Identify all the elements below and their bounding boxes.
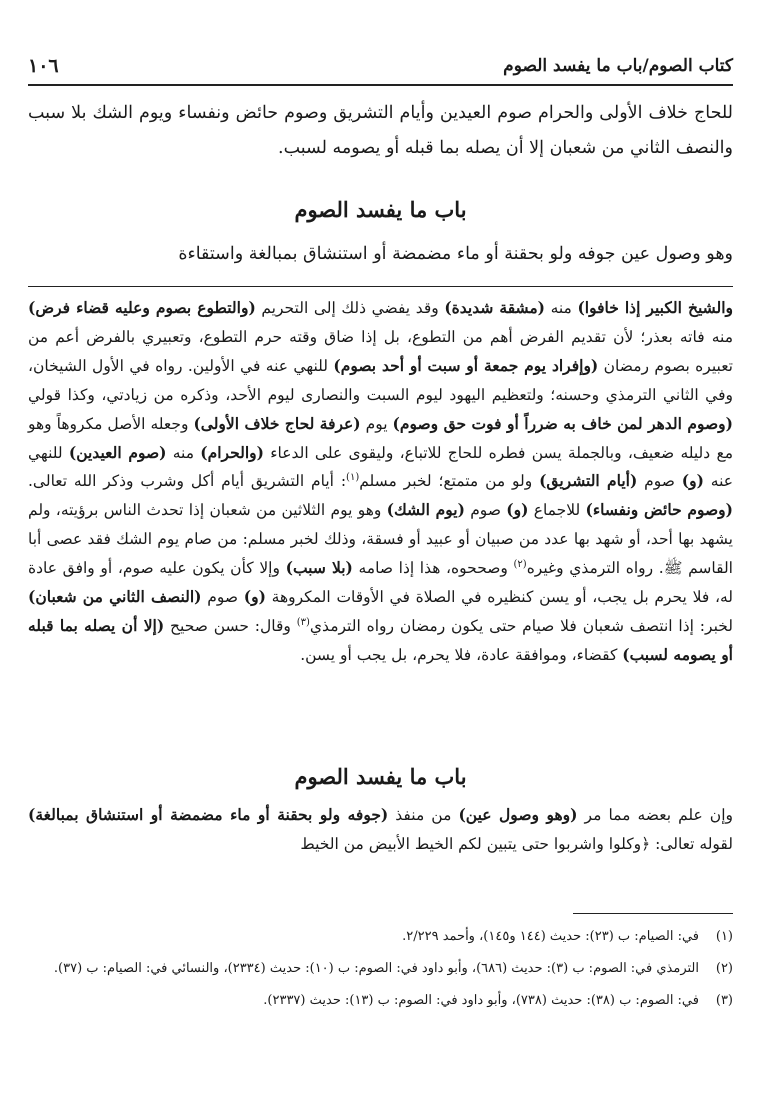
commentary-paragraph-chapter <box>28 800 733 859</box>
footnote-text: في: الصيام: ب (٢٣): حديث (١٤٤ و١٤٥)، وأحمد ٢/٢٢٩. <box>402 929 699 944</box>
page-number: ١٠٦ <box>28 55 59 77</box>
commentary-text: منه <box>545 299 578 317</box>
commentary-text: وجعله الأصل مكروهاً وهو مع دليله ضعيف، وبالجملة يسن فطره للحاج للاتباع، وليقوى على الدعاء <box>28 414 734 462</box>
footnote-text: الترمذي في: الصوم: ب (٣): حديث (٦٨٦)، وأبو داود في: الصوم: ب (١٠): حديث (٢٣٣٤)، والنسائي في: الصيام: ب (٣٧). <box>53 961 699 976</box>
commentary-bold: (والتطوع بصوم وعليه قضاء فرض) <box>28 298 256 317</box>
commentary-text: صوم <box>637 472 682 491</box>
commentary-bold: (وهو وصول عين) <box>458 805 578 824</box>
chapter-title-commentary: باب ما يفسد الصوم <box>294 764 467 789</box>
commentary-text: يوم <box>360 414 393 433</box>
commentary-bold: (و) <box>243 587 266 607</box>
commentary-bold: (أيام التشريق) <box>539 471 638 491</box>
commentary-bold: (يوم الشك) <box>386 500 465 520</box>
footnotes <box>28 924 733 1020</box>
commentary-bold: (إلا أن يصله بما قبله أو يصومه لسبب) <box>28 615 733 664</box>
matn-chapter-opening: وهو وصول عين جوفه ولو بحقنة أو ماء مضمضة أو استنشاق بمبالغة واستقاءة <box>178 244 733 264</box>
commentary-text: صوم <box>464 501 507 520</box>
commentary-text: وإلا كأن يكون عليه صوم، أو وافق عادة له، فلا يحرم بل يجب، أو يسن كنظيره في الصلاة في الأوقات المكروهة <box>28 559 734 607</box>
matn-paragraph-top: للحاج خلاف الأولى والحرام صوم العيدين وأيام التشريق وصوم حائض ونفساء ويوم الشك بلا سبب والنصف الثاني من شعبان إلا أن يصله بما قبله أو يصومه لسبب. <box>28 103 733 158</box>
footnote-number: (٢) <box>715 961 733 976</box>
commentary-bold: (بلا سبب) <box>285 558 353 578</box>
footnote <box>28 924 733 949</box>
commentary-bold: (وصوم حائض ونفساء) <box>585 500 734 520</box>
commentary-text: لخبر: إذا انتصف شعبان فلا صيام حتى يكون رمضان رواه الترمذي <box>309 616 733 635</box>
commentary-text: للنهي عنه <box>28 443 734 491</box>
running-header <box>28 52 733 80</box>
footnote-number: (٣) <box>715 993 733 1008</box>
footnote-number: (١) <box>715 929 733 944</box>
commentary-text: منه فاته بعذر؛ لأن تقديم الفرض أهم من التطوع، بل إذا ضاق وقته حرم التطوع، وتعبيري بالفرض أعم من تعبيره بصوم رمضان <box>28 327 733 375</box>
commentary-text: صوم <box>201 588 244 607</box>
footnote <box>28 956 733 981</box>
commentary-text: ولو من متمتع؛ لخبر مسلم <box>359 472 540 491</box>
commentary-text: وقد يفضي ذلك إلى التحريم <box>255 299 445 317</box>
commentary-text: : أيام التشريق أيام أكل وشرب وذكر الله تعالى. <box>28 472 347 491</box>
commentary-text: للاجماع <box>528 501 586 520</box>
footnote-reference[interactable]: (٣) <box>296 616 310 628</box>
commentary-bold: والشيخ الكبير إذا خافوا) <box>577 298 733 317</box>
header-divider <box>28 84 733 86</box>
footnote-reference[interactable]: (١) <box>346 472 360 484</box>
commentary-bold: (و) <box>506 500 529 520</box>
commentary-text: وقال: حسن صحيح <box>164 616 297 635</box>
running-title: كتاب الصوم/باب ما يفسد الصوم <box>503 56 733 76</box>
commentary-text: من منفذ <box>388 806 459 824</box>
commentary-bold: (عرفة لحاج خلاف الأولى) <box>193 413 361 433</box>
chapter-title: باب ما يفسد الصوم <box>294 197 467 222</box>
book-page <box>28 0 733 1097</box>
footnote <box>28 988 733 1013</box>
commentary-bold: (وإفراد يوم جمعة أو سبت أو أحد بصوم) <box>333 355 599 375</box>
commentary-bold: (والحرام) <box>200 442 264 462</box>
commentary-text: وصححوه، هذا إذا صامه <box>352 559 514 578</box>
commentary-text: وهو يوم الثلاثين من شعبان إذا تحدث الناس برؤيته، ولم يشهد بها أحد، أو شهد بها عدد من صبيان أو عبيد أو فسقة، وذلك لخبر مسلم: من صام يوم الشك فقد عصى أبا القاسم ﷺ. رواه الترمذي وغيره <box>28 501 733 578</box>
commentary-bold: (النصف الثاني من شعبان) <box>28 587 202 607</box>
commentary-paragraph <box>28 294 733 670</box>
matn-commentary-divider <box>28 286 733 287</box>
commentary-text: لقوله تعالى: ﴿وكلوا واشربوا حتى يتبين لكم الخيط الأبيض من الخيط <box>300 835 733 853</box>
commentary-bold: (جوفه ولو بحقنة أو ماء مضمضة أو استنشاق بمبالغة) <box>28 805 389 824</box>
commentary-bold: (صوم العيدين) <box>68 442 167 462</box>
commentary-text: للنهي عنه في الأولين. رواه في الأول الشيخان، وفي الثاني الترمذي وحسنه؛ ولتعظيم اليهود ليوم السبت والنصارى ليوم الأحد، وذكره من زيادتي، وكذا قولي <box>28 356 733 404</box>
footnote-reference[interactable]: (٢) <box>513 559 527 570</box>
commentary-text: وإن علم بعضه مما مر <box>577 806 733 824</box>
commentary-bold: (مشقة شديدة) <box>444 298 545 317</box>
footnote-text: في: الصوم: ب (٣٨): حديث (٧٣٨)، وأبو داود في: الصوم: ب (١٣): حديث (٢٣٣٧). <box>263 993 699 1008</box>
commentary-bold: (وصوم الدهر لمن خاف به ضرراً أو فوت حق وصوم) <box>392 413 734 433</box>
footnote-separator <box>573 913 733 914</box>
commentary-text: كقضاء، وموافقة عادة، فلا يحرم، بل يجب أو يسن. <box>300 645 623 664</box>
commentary-text: منه <box>166 443 201 462</box>
commentary-bold: (و) <box>681 471 704 491</box>
